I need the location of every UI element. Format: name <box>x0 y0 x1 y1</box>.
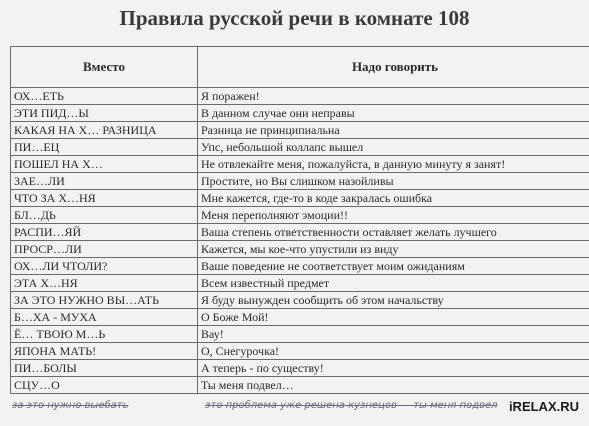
polite-phrase: Разница не принципиальна <box>198 122 589 139</box>
polite-phrase: Ваше поведение не соответствует моим ожиданиям <box>198 258 589 275</box>
instead-phrase: ПИ…БОЛЫ <box>11 360 198 377</box>
polite-phrase: А теперь - по существу! <box>198 360 589 377</box>
polite-phrase: Я буду вынужден сообщить об этом начальству <box>198 292 589 309</box>
polite-phrase: Вау! <box>198 326 589 343</box>
polite-phrase: Ты меня подвел… <box>198 377 589 394</box>
table-row <box>11 156 589 173</box>
polite-phrase: В данном случае они неправы <box>198 105 589 122</box>
page-title: Правила русской речи в комнате 108 <box>119 6 470 30</box>
polite-phrase: О Боже Мой! <box>198 309 589 326</box>
phrase-table <box>10 46 589 394</box>
table-row <box>11 173 589 190</box>
instead-phrase: ЗА ЭТО НУЖНО ВЫ…АТЬ <box>11 292 198 309</box>
handwritten-note-left: за это нужно выебать <box>12 400 129 411</box>
instead-phrase: ЭТИ ПИД…Ы <box>11 105 198 122</box>
site-watermark: iRELAX.RU <box>508 399 579 414</box>
table-row <box>11 139 589 156</box>
instead-phrase: СЦУ…О <box>11 377 198 394</box>
handwritten-note-right: это проблема уже решена кузнецов — ты меня подвел <box>205 400 498 411</box>
table-header-row <box>11 47 589 88</box>
polite-phrase: Упс, небольшой коллапс вышел <box>198 139 589 156</box>
table-row <box>11 360 589 377</box>
table-row <box>11 224 589 241</box>
table-row <box>11 207 589 224</box>
instead-phrase: ПРОСР…ЛИ <box>11 241 198 258</box>
table-row <box>11 105 589 122</box>
table-row <box>11 241 589 258</box>
instead-phrase: Ё… ТВОЮ М…Ь <box>11 326 198 343</box>
table-row <box>11 190 589 207</box>
instead-phrase: РАСПИ…ЯЙ <box>11 224 198 241</box>
instead-phrase: ЧТО ЗА Х…НЯ <box>11 190 198 207</box>
polite-phrase: Ваша степень ответственности оставляет желать лучшего <box>198 224 589 241</box>
polite-phrase: Не отвлекайте меня, пожалуйста, в данную минуту я занят! <box>198 156 589 173</box>
instead-phrase: ОХ…ЛИ ЧТОЛИ? <box>11 258 198 275</box>
table-row <box>11 377 589 394</box>
table-row <box>11 309 589 326</box>
instead-phrase: ОХ…ЕТЬ <box>11 88 198 105</box>
table-row <box>11 275 589 292</box>
column-header-should-say: Надо говорить <box>198 47 589 88</box>
table-row <box>11 88 589 105</box>
polite-phrase: Мне кажется, где-то в коде закралась ошибка <box>198 190 589 207</box>
table-row <box>11 292 589 309</box>
polite-phrase: Всем известный предмет <box>198 275 589 292</box>
instead-phrase: Б…ХА - МУХА <box>11 309 198 326</box>
polite-phrase: Кажется, мы кое-что упустили из виду <box>198 241 589 258</box>
polite-phrase: О, Снегурочка! <box>198 343 589 360</box>
table-row <box>11 258 589 275</box>
table-row <box>11 326 589 343</box>
instead-phrase: ЗАЕ…ЛИ <box>11 173 198 190</box>
instead-phrase: ЭТА Х…НЯ <box>11 275 198 292</box>
table-row <box>11 122 589 139</box>
polite-phrase: Я поражен! <box>198 88 589 105</box>
instead-phrase: ЯПОНА МАТЬ! <box>11 343 198 360</box>
table-row <box>11 343 589 360</box>
instead-phrase: БЛ…ДЬ <box>11 207 198 224</box>
column-header-instead: Вместо <box>11 47 198 88</box>
instead-phrase: КАКАЯ НА Х… РАЗНИЦА <box>11 122 198 139</box>
instead-phrase: ПИ…ЕЦ <box>11 139 198 156</box>
polite-phrase: Меня переполняют эмоции!! <box>198 207 589 224</box>
instead-phrase: ПОШЕЛ НА Х… <box>11 156 198 173</box>
polite-phrase: Простите, но Вы слишком назойливы <box>198 173 589 190</box>
